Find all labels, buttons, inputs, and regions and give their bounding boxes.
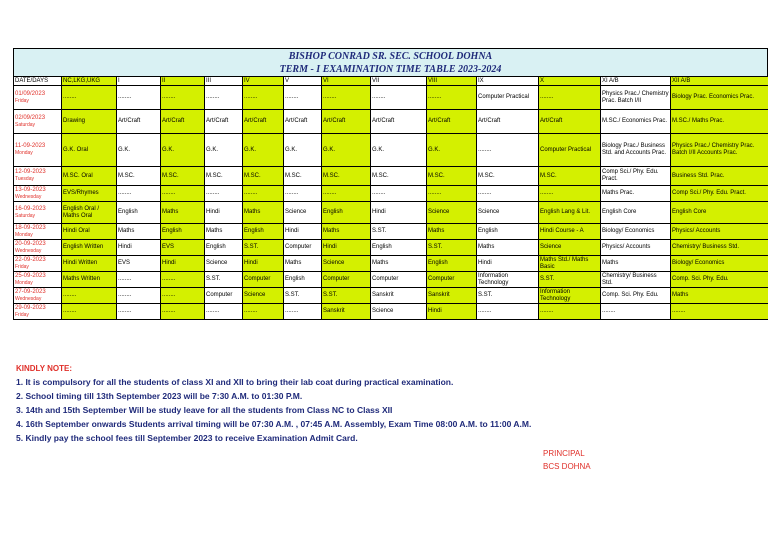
subject-cell: Hindi (477, 256, 539, 272)
subject-cell: ........ (427, 86, 477, 110)
subject-cell: G.K. (117, 134, 161, 167)
table-row (14, 202, 768, 224)
exam-date: 12-09-2023 (15, 169, 46, 175)
subject-cell: English (161, 224, 205, 240)
subject-cell: Art/Craft (205, 110, 243, 134)
subject-cell: M.SC. (205, 167, 243, 186)
subject-cell: Computer (284, 240, 322, 256)
subject-cell: Maths (601, 256, 671, 272)
exam-day: Friday (15, 311, 29, 318)
subject-cell: S.ST. (371, 224, 427, 240)
table-row (14, 240, 768, 256)
subject-cell: ........ (117, 86, 161, 110)
subject-cell: S.ST. (284, 288, 322, 304)
table-row (14, 110, 768, 134)
header-class: X (539, 77, 601, 86)
exam-day: Saturday (15, 212, 36, 219)
subject-cell: ........ (539, 86, 601, 110)
subject-cell: M.SC. (284, 167, 322, 186)
exam-date: 25-09-2023 (15, 272, 46, 279)
subject-cell: ........ (62, 288, 117, 304)
subject-cell: M.SC. (477, 167, 539, 186)
subject-cell: English Written (62, 240, 117, 256)
school-name: BISHOP CONRAD SR. SEC. SCHOOL DOHNA (288, 51, 493, 62)
table-row (14, 86, 768, 110)
subject-cell: ........ (117, 304, 161, 320)
exam-date: 27-09-2023 (15, 288, 46, 295)
date-cell (14, 186, 62, 202)
subject-cell: ........ (322, 86, 371, 110)
subject-cell: English (205, 240, 243, 256)
subject-cell: G.K. (322, 134, 371, 167)
subject-cell: Maths (427, 224, 477, 240)
date-cell (14, 134, 62, 167)
subject-cell: Chemistry/ Business Std. (671, 240, 768, 256)
subject-cell: G.K. (284, 134, 322, 167)
exam-day: Monday (15, 279, 33, 286)
date-cell (14, 202, 62, 224)
subject-cell: Maths Prac. (601, 186, 671, 202)
subject-cell: ........ (477, 134, 539, 167)
subject-cell: English (371, 240, 427, 256)
subject-cell: S.ST. (205, 272, 243, 288)
subject-cell: Hindi (322, 240, 371, 256)
subject-cell: Computer (371, 272, 427, 288)
notes-section (16, 364, 716, 445)
subject-cell: Maths Written (62, 272, 117, 288)
header-class: I (117, 77, 161, 86)
exam-day: Tuesday (15, 176, 34, 182)
subject-cell: Science (371, 304, 427, 320)
subject-cell: ........ (322, 186, 371, 202)
header-class: IV (243, 77, 284, 86)
subject-cell: G.K. (161, 134, 205, 167)
subject-cell: Art/Craft (117, 110, 161, 134)
table-row (14, 186, 768, 202)
subject-cell: M.SC. (117, 167, 161, 186)
term-title: TERM - I EXAMINATION TIME TABLE 2023-2024 (279, 64, 502, 75)
date-cell (14, 256, 62, 272)
subject-cell: Art/Craft (371, 110, 427, 134)
subject-cell: Art/Craft (243, 110, 284, 134)
subject-cell: M.SC. (322, 167, 371, 186)
subject-cell: English (284, 272, 322, 288)
subject-cell: Maths (671, 288, 768, 304)
subject-cell: Hindi (427, 304, 477, 320)
subject-cell: Drawing (62, 110, 117, 134)
subject-cell: G.K. (371, 134, 427, 167)
exam-date: 13-09-2023 (15, 186, 46, 193)
header-class: IX (477, 77, 539, 86)
subject-cell: G.K. Oral (62, 134, 117, 167)
subject-cell: Science (539, 240, 601, 256)
header-class: VIII (427, 77, 477, 86)
subject-cell: ........ (205, 186, 243, 202)
subject-cell: Business Std. Prac. (671, 167, 768, 186)
subject-cell: ........ (161, 86, 205, 110)
table-row (14, 134, 768, 167)
table-row (14, 224, 768, 240)
subject-cell: M.SC./ Economics Prac. (601, 110, 671, 134)
subject-cell: Computer (322, 272, 371, 288)
header-class: V (284, 77, 322, 86)
date-cell (14, 167, 62, 186)
subject-cell: ........ (205, 304, 243, 320)
subject-cell: ........ (284, 86, 322, 110)
subject-cell: ........ (671, 304, 768, 320)
subject-cell: ........ (371, 86, 427, 110)
header-class: VI (322, 77, 371, 86)
exam-day: Friday (15, 263, 29, 270)
subject-cell: English Oral / Maths Oral (62, 202, 117, 224)
subject-cell: Art/Craft (539, 110, 601, 134)
subject-cell: Hindi Course - A (539, 224, 601, 240)
exam-date: 29-09-2023 (15, 304, 46, 311)
exam-day: Monday (15, 231, 33, 238)
subject-cell: Information Technology (539, 288, 601, 304)
table-row (14, 288, 768, 304)
subject-cell: Art/Craft (322, 110, 371, 134)
subject-cell: Maths (284, 256, 322, 272)
subject-cell: M.SC. (243, 167, 284, 186)
subject-cell: EVS/Rhymes (62, 186, 117, 202)
subject-cell: S.ST. (322, 288, 371, 304)
subject-cell: ........ (539, 186, 601, 202)
header-class: NC,LKG,UKG (62, 77, 117, 86)
subject-cell: ........ (161, 288, 205, 304)
exam-date: 02/09/2023 (15, 114, 46, 121)
school-short-name: BCS DOHNA (543, 462, 591, 471)
subject-cell: ........ (161, 186, 205, 202)
subject-cell: Hindi Written (62, 256, 117, 272)
subject-cell: Science (284, 202, 322, 224)
subject-cell: ........ (284, 186, 322, 202)
subject-cell: S.ST. (427, 240, 477, 256)
subject-cell: M.SC./ Maths Prac. (671, 110, 768, 134)
date-cell (14, 110, 62, 134)
subject-cell: ........ (477, 186, 539, 202)
subject-cell: S.ST. (243, 240, 284, 256)
subject-cell: Maths (205, 224, 243, 240)
header-class: III (205, 77, 243, 86)
subject-cell: ........ (243, 304, 284, 320)
subject-cell: Art/Craft (477, 110, 539, 134)
exam-day: Wednesday (15, 193, 42, 200)
signature-block (543, 447, 591, 473)
exam-table (13, 76, 768, 320)
exam-date: 01/09/2023 (15, 90, 46, 97)
exam-date: 22-09-2023 (15, 256, 46, 263)
subject-cell: Hindi (117, 240, 161, 256)
subject-cell: G.K. (243, 134, 284, 167)
date-cell (14, 86, 62, 110)
subject-cell: S.ST. (477, 288, 539, 304)
subject-cell: Maths (243, 202, 284, 224)
subject-cell: Maths (371, 256, 427, 272)
header-date-days: DATE/DAYS (14, 77, 62, 86)
subject-cell: Comp. Sci. Phy. Edu. (671, 272, 768, 288)
subject-cell: Maths (322, 224, 371, 240)
header-class: XI A/B (601, 77, 671, 86)
subject-cell: Chemistry/ Business Std. (601, 272, 671, 288)
subject-cell: EVS (117, 256, 161, 272)
subject-cell: ........ (117, 288, 161, 304)
subject-cell: Hindi Oral (62, 224, 117, 240)
subject-cell: Hindi (284, 224, 322, 240)
date-cell (14, 240, 62, 256)
subject-cell: Physics Prac./ Chemistry Prac. Batch I/II Accounts Prac. (671, 134, 768, 167)
subject-cell: ........ (62, 304, 117, 320)
subject-cell: Sanskrit (371, 288, 427, 304)
note-item: 2. School timing till 13th September 2023 will be 7:30 A.M. to 01:30 P.M. (16, 391, 303, 401)
table-row (14, 256, 768, 272)
subject-cell: English (477, 224, 539, 240)
subject-cell: English Core (671, 202, 768, 224)
subject-cell: ........ (161, 272, 205, 288)
subject-cell: English Core (601, 202, 671, 224)
subject-cell: English (427, 256, 477, 272)
exam-date: 18-09-2023 (15, 224, 46, 231)
subject-cell: Maths Std./ Maths Basic (539, 256, 601, 272)
subject-cell: Biology Prac. Economics Prac. (671, 86, 768, 110)
subject-cell: ........ (477, 304, 539, 320)
subject-cell: English (243, 224, 284, 240)
subject-cell: M.SC. (539, 167, 601, 186)
subject-cell: Maths (161, 202, 205, 224)
exam-day: Wednesday (15, 247, 42, 254)
subject-cell: Science (322, 256, 371, 272)
timetable-sheet (13, 48, 768, 320)
subject-cell: M.SC. (427, 167, 477, 186)
date-cell (14, 224, 62, 240)
exam-date: 20-09-2023 (15, 240, 46, 247)
exam-date: 16-09-2023 (15, 205, 46, 212)
subject-cell: Computer Practical (539, 134, 601, 167)
subject-cell: Physics/ Accounts (601, 240, 671, 256)
subject-cell: Sanskrit (322, 304, 371, 320)
subject-cell: M.SC. Oral (62, 167, 117, 186)
header-row (14, 77, 768, 86)
table-row (14, 304, 768, 320)
subject-cell: ........ (371, 186, 427, 202)
subject-cell: M.SC. (161, 167, 205, 186)
table-row (14, 272, 768, 288)
exam-day: Friday (15, 97, 29, 104)
subject-cell: Science (477, 202, 539, 224)
subject-cell: Biology Prac./ Business Std. and Accounts Prac. (601, 134, 671, 167)
subject-cell: Comp. Sci. Phy. Edu. (601, 288, 671, 304)
subject-cell: ........ (117, 186, 161, 202)
subject-cell: English (117, 202, 161, 224)
date-cell (14, 304, 62, 320)
subject-cell: G.K. (205, 134, 243, 167)
subject-cell: Computer (243, 272, 284, 288)
subject-cell: G.K. (427, 134, 477, 167)
header-class: II (161, 77, 205, 86)
date-cell (14, 272, 62, 288)
exam-day: Monday (15, 150, 33, 156)
exam-date: 11-09-2023 (15, 143, 46, 149)
subject-cell: Art/Craft (427, 110, 477, 134)
subject-cell: Computer (427, 272, 477, 288)
subject-cell: Physics Prac./ Chemistry Prac. Batch I/II (601, 86, 671, 110)
subject-cell: Science (427, 202, 477, 224)
subject-cell: Physics/ Accounts (671, 224, 768, 240)
note-item: 1. It is compulsory for all the students of class XI and XII to bring their lab coat during practical examination. (16, 377, 454, 387)
subject-cell: Hindi (205, 202, 243, 224)
exam-day: Wednesday (15, 295, 42, 302)
subject-cell: Biology/ Economics (671, 256, 768, 272)
subject-cell: ........ (161, 304, 205, 320)
subject-cell: Hindi (243, 256, 284, 272)
note-item: 4. 16th September onwards Students arrival timing will be 07:30 A.M. , 07:45 A.M. Assembly, Exam Time 08:00 A.M. to 11:00 A.M. (16, 419, 532, 429)
date-cell (14, 288, 62, 304)
subject-cell: Computer Practical (477, 86, 539, 110)
subject-cell: English Lang & Lit. (539, 202, 601, 224)
table-row (14, 167, 768, 186)
subject-cell: Hindi (371, 202, 427, 224)
subject-cell: ........ (62, 86, 117, 110)
subject-cell: ........ (539, 304, 601, 320)
subject-cell: Art/Craft (161, 110, 205, 134)
subject-cell: Art/Craft (284, 110, 322, 134)
header-class: VII (371, 77, 427, 86)
subject-cell: S.ST. (539, 272, 601, 288)
subject-cell: Information Technology (477, 272, 539, 288)
subject-cell: Maths (117, 224, 161, 240)
subject-cell: EVS (161, 240, 205, 256)
subject-cell: ........ (284, 304, 322, 320)
subject-cell: Comp Sci./ Phy. Edu. Pract. (601, 167, 671, 186)
header-class: XII A/B (671, 77, 768, 86)
notes-heading: KINDLY NOTE: (16, 364, 73, 373)
subject-cell: Computer (205, 288, 243, 304)
subject-cell: Science (243, 288, 284, 304)
subject-cell: Biology/ Economics (601, 224, 671, 240)
subject-cell: English (322, 202, 371, 224)
subject-cell: Hindi (161, 256, 205, 272)
subject-cell: ........ (243, 186, 284, 202)
note-item: 3. 14th and 15th September Will be study leave for all the students from Class NC to Class XII (16, 405, 393, 415)
subject-cell: ........ (427, 186, 477, 202)
subject-cell: Maths (477, 240, 539, 256)
subject-cell: ........ (205, 86, 243, 110)
principal-label: PRINCIPAL (543, 449, 585, 458)
subject-cell: Comp Sci./ Phy. Edu. Pract. (671, 186, 768, 202)
subject-cell: ........ (243, 86, 284, 110)
subject-cell: Science (205, 256, 243, 272)
timetable-title (13, 48, 768, 76)
subject-cell: Sanskrit (427, 288, 477, 304)
exam-day: Saturday (15, 121, 36, 128)
subject-cell: ........ (117, 272, 161, 288)
note-item: 5. Kindly pay the school fees till September 2023 to receive Examination Admit Card. (16, 433, 358, 443)
subject-cell: ........ (601, 304, 671, 320)
subject-cell: M.SC. (371, 167, 427, 186)
